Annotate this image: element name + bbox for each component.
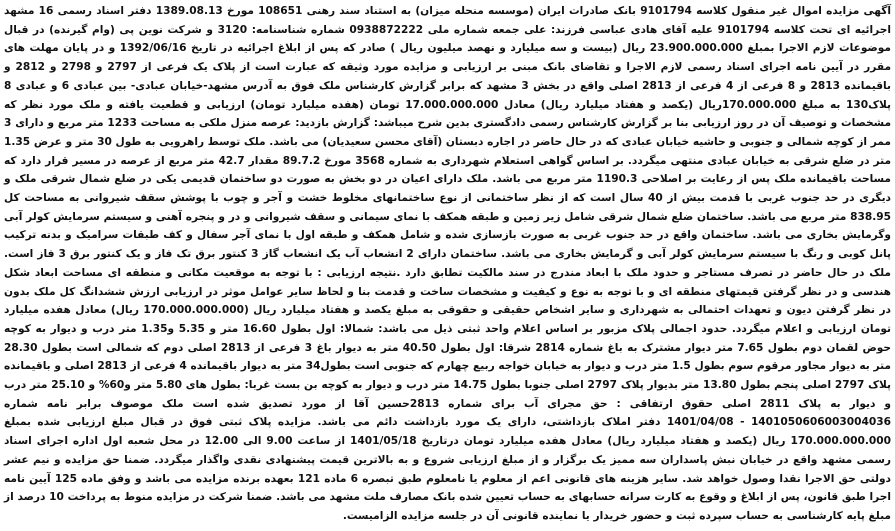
auction-notice [4, 2, 891, 526]
auction-notice-text: آگهی مزایده اموال غیر منقول کلاسه 9101794 بانک صادرات ایران (موسسه منحله میزان) به استناد سند رهنی 108651 مورخ 1389.08.13 دفتر اسناد رسمی 16 مشهد اجرائیه ای تحت کلاسه 9101794 علیه آقای هادی عباسی فرزند: علی جمعه شماره ملی 0938872222 شماره شناسنامه: 3120 و شرکت نوین پی (وام گیرنده) در قبال موضوعات لازم الاجرا بمبلغ 23.900.000.000 ریال (بیست و سه میلیارد و نهصد میلیون ریال ) صادر که پس از ابلاغ اجرائیه در تاریخ 1392/06/16 و در پایان مهلت های مقرر در آیین نامه اجرای اسناد رسمی لازم الاجرا و تقاضای بانک مبنی بر ارزیابی و مزایده مورد وثیقه که عبارت است از پلاک یک فرعی از 2797 و 2798 و 2812 و باقیمانده 2813 و 8 فرعی از 4 فرعی از 2813 اصلی واقع در بخش 3 مشهد که برابر گزارش کارشناس ملک فوق به آدرس مشهد-خیابان عبادی- بین عبادی 6 و عبادی 8 پلاک130 به مبلغ 170.000.000ریال (یکصد و هفتاد میلیارد ریال) معادل 17.000.000.000 تومان (هفده میلیارد تومان) ارزیابی و قطعیت یافته و ملک مورد نظر که مشخصات و توصیف آن در روز ارزیابی بنا بر گزارش کارشناس رسمی دادگستری بدین شرح میباشد: گزارش بازدید: عرصه منزل ملکی به مساحت 1233 متر مربع و دارای 3 ممر از کوچه شمالی و جنوبی و حاشیه خیابان عبادی که در حال حاضر در اجاره دبستان (آقای محسن سعیدیان) می باشد. ملک توسط راهرویی به طول 30 متر و عرض 1.35 متر در ضلع شرقی به خیابان عبادی منتهی میگردد. بر اساس گواهی استعلام شهرداری به شماره 3568 مورخ 89.7.2 مقدار 42.7 متر مربع از عرصه در مسیر قرار دارد که مساحت باقیمانده ملک پس از رعایت بر اصلاحی 1190.3 متر مربع می باشد. ملک دارای اعیان در دو بخش به صورت دو ساختمان قدیمی یکی در ضلع شمال شرقی ملک و دیگری در حد جنوب غربی با قدمت بیش از 40 سال است که از نظر ساختمانی از نوع ساختمانهای مخلوط خشت و آجر و چوب با پوشش سقف شیروانی به مساحت کل 838.95 متر مربع می باشد. ساختمان ضلع شمال شرقی شامل زیر زمین و طبقه همکف با نمای سیمانی و سقف شیروانی و در و پنجره آهنی و سیستم سرمایش کولر آبی وگرمایش بخاری می باشد. ساختمان واقع در حد جنوب غربی به صورت بازسازی شده و شامل همکف و طبقه اول با نمای آجر سفال و کف طبقات سرامیک و بدنه ترکیب پانل کوبی و رنگ با سیستم سرمایش کولر آبی و گرمایش بخاری می باشد. ساختمان دارای 2 انشعاب آب یک انشعاب گاز 3 کنتور برق تک فاز و یک کنتور برق 3 فاز است. ملک در حال حاضر در تصرف مستاجر و حدود ملک با ابعاد مندرج در سند مالکیت تطابق دارد .نتیجه ارزیابی : با توجه به موقعیت مکانی و منطقه ای مساحت ابعاد شکل هندسی و در نظر گرفتن قیمتهای منطقه ای و با توجه به نوع و کیفیت و مشخصات ساخت و قدمت بنا و لحاظ سایر عوامل موثر در ارزیابی ارزش ششدانگ کل ملک بدون در نظر گرفتن دیون و تعهدات احتمالی به شهرداری و سایر اشخاص حقیقی و حقوقی به مبلغ یکصد و هفتاد میلیارد ریال (170.000.000.000 ریال) معادل هفده میلیارد تومان ارزیابی و اعلام میگردد. حدود اجمالی پلاک مزبور بر اساس اعلام واحد ثبتی ذیل می باشد: شمالا: اول بطول 16.60 متر و 5.35 و1.35 متر درب و دیوار به کوچه حوض لقمان دوم بطول 7.65 متر دیوار مشترک به باغ شماره 2814 شرقا: اول بطول 40.50 متر به دیوار باغ 3 فرعی از 2813 اصلی دوم که شمالی است بطول 28.30 متر به دیوار مجاور مرقوم سوم بطول 1.5 متر درب و دیوار به خیابان خواجه ربیع چهارم که جنوبی است بطول34 متر به دیوار باقیمانده 4 فرعی از 2813 اصلی و باقیمانده پلاک 2797 اصلی پنجم بطول 13.80 متر بدیوار پلاک 2797 اصلی جنوبا بطول 14.75 متر درب و دیوار به کوچه بن بست غربا: بطول های 5.80 متر و60% و 25.10 متر درب و دیوار به پلاک 2811 اصلی حقوق ارتفاقی : حق مجرای آب برای شماره 2813حسین آقا از مورد تصدیق شده است ملک موصوف برابر نامه شماره 1401050606003004036 - 1401/04/08 دفتر املاک بازداشتی، دارای یک مورد بازداشت دائم می باشد. مزایده پلاک ثبتی فوق در قبال مبلغ ارزیابی شده بمبلغ 170.000.000.000 ریال (یکصد و هفتاد میلیارد ریال) معادل هفده میلیارد تومان درتاریخ 1401/05/18 از ساعت 9.00 الی 12.00 در محل شعبه اول اداره اجرای اسناد رسمی مشهد واقع در خیابان نبش پاسداران سه ممیز یک برگزار و از مبلغ ارزیابی شروع و به بالاترین قیمت پیشنهادی نقدی واگذار میگردد. ضمنا حق مزایده و نیم عشر دولتی حق الاجرا نقدا وصول خواهد شد. سایر هزینه های قانونی اعم از معلوم یا نامعلوم طبق تبصره 6 ماده 121 بعهده برنده مزایده می باشد و وفق ماده 125 آیین نامه اجرا طبق قانون، پس از ابلاغ و وقوع به کارت سرانه حسابهای به حساب تعیین شده بانک مصارف ملت مشهد می باشد. ضمنا شرکت در مزایده منوط به پرداخت 10 درصد از مبلغ پایه کارشناسی به حساب سپرده ثبت و حضور خریدار یا نماینده قانونی آن در جلسه مزایده الزامیست. [4, 5, 892, 522]
